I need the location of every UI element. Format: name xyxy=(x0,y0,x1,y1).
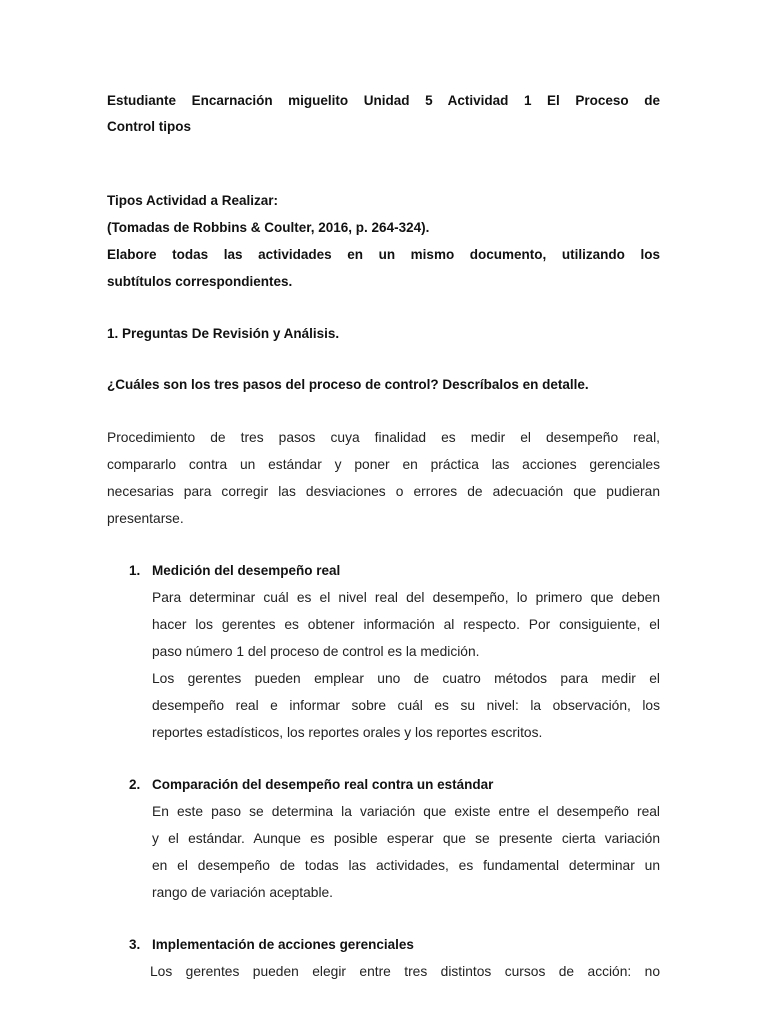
step-2-line: En este paso se determina la variación que existe entre el desempeño real xyxy=(152,804,660,819)
answer-line: compararlo contra un estándar y poner en práctica las acciones gerenciales xyxy=(107,457,660,472)
step-1-title: Medición del desempeño real xyxy=(152,563,341,578)
section-1-number: 1. xyxy=(107,326,119,341)
header-line-2: Control tipos xyxy=(107,119,191,134)
answer-line: presentarse. xyxy=(107,511,184,526)
student-name: Estudiante Encarnación miguelito xyxy=(107,93,349,108)
header-line-1 xyxy=(107,88,660,114)
step-1-number: 1. xyxy=(129,563,141,578)
step-1-line: reportes estadísticos, los reportes orales y los reportes escritos. xyxy=(152,725,543,740)
unit-title: Unidad 5 Actividad 1 El Proceso de xyxy=(363,93,660,108)
activity-title: Tipos Actividad a Realizar: xyxy=(107,193,279,208)
instruction-line-2: subtítulos correspondientes. xyxy=(107,274,293,289)
step-1 xyxy=(107,558,660,746)
question: ¿Cuáles son los tres pasos del proceso de control? Descríbalos en detalle. xyxy=(107,377,589,392)
step-1-line: desempeño real e informar sobre cuál es su nivel: la observación, los xyxy=(152,698,660,713)
instruction-line-1: Elabore todas las actividades en un mismo documento, utilizando los xyxy=(107,247,660,262)
reference: (Tomadas de Robbins & Coulter, 2016, p. 264-324). xyxy=(107,220,430,235)
step-3-title: Implementación de acciones gerenciales xyxy=(152,937,414,952)
step-2-line: en el desempeño de todas las actividades, es fundamental determinar un xyxy=(152,858,660,873)
step-2-line: rango de variación aceptable. xyxy=(152,885,334,900)
answer-line: Procedimiento de tres pasos cuya finalidad es medir el desempeño real, xyxy=(107,430,660,445)
step-3-number: 3. xyxy=(129,937,141,952)
document-content xyxy=(107,88,660,985)
answer-line: necesarias para corregir las desviaciones o errores de adecuación que pudieran xyxy=(107,484,660,499)
step-1-line: Los gerentes pueden emplear uno de cuatro métodos para medir el xyxy=(152,671,660,686)
answer-paragraph xyxy=(107,424,660,532)
step-3-line: Los gerentes pueden elegir entre tres distintos cursos de acción: no xyxy=(150,964,660,979)
step-1-line: Para determinar cuál es el nivel real del desempeño, lo primero que deben xyxy=(152,590,660,605)
step-2-number: 2. xyxy=(129,777,141,792)
step-3 xyxy=(107,932,660,985)
step-1-line: hacer los gerentes es obtener información al respecto. Por consiguiente, el xyxy=(152,617,660,632)
step-2 xyxy=(107,772,660,906)
section-1-heading xyxy=(107,321,660,347)
step-2-line: y el estándar. Aunque es posible esperar que se presente cierta variación xyxy=(152,831,660,846)
section-1-title: Preguntas De Revisión y Análisis. xyxy=(122,326,340,341)
step-1-line: paso número 1 del proceso de control es la medición. xyxy=(152,644,480,659)
step-2-title: Comparación del desempeño real contra un estándar xyxy=(152,777,494,792)
